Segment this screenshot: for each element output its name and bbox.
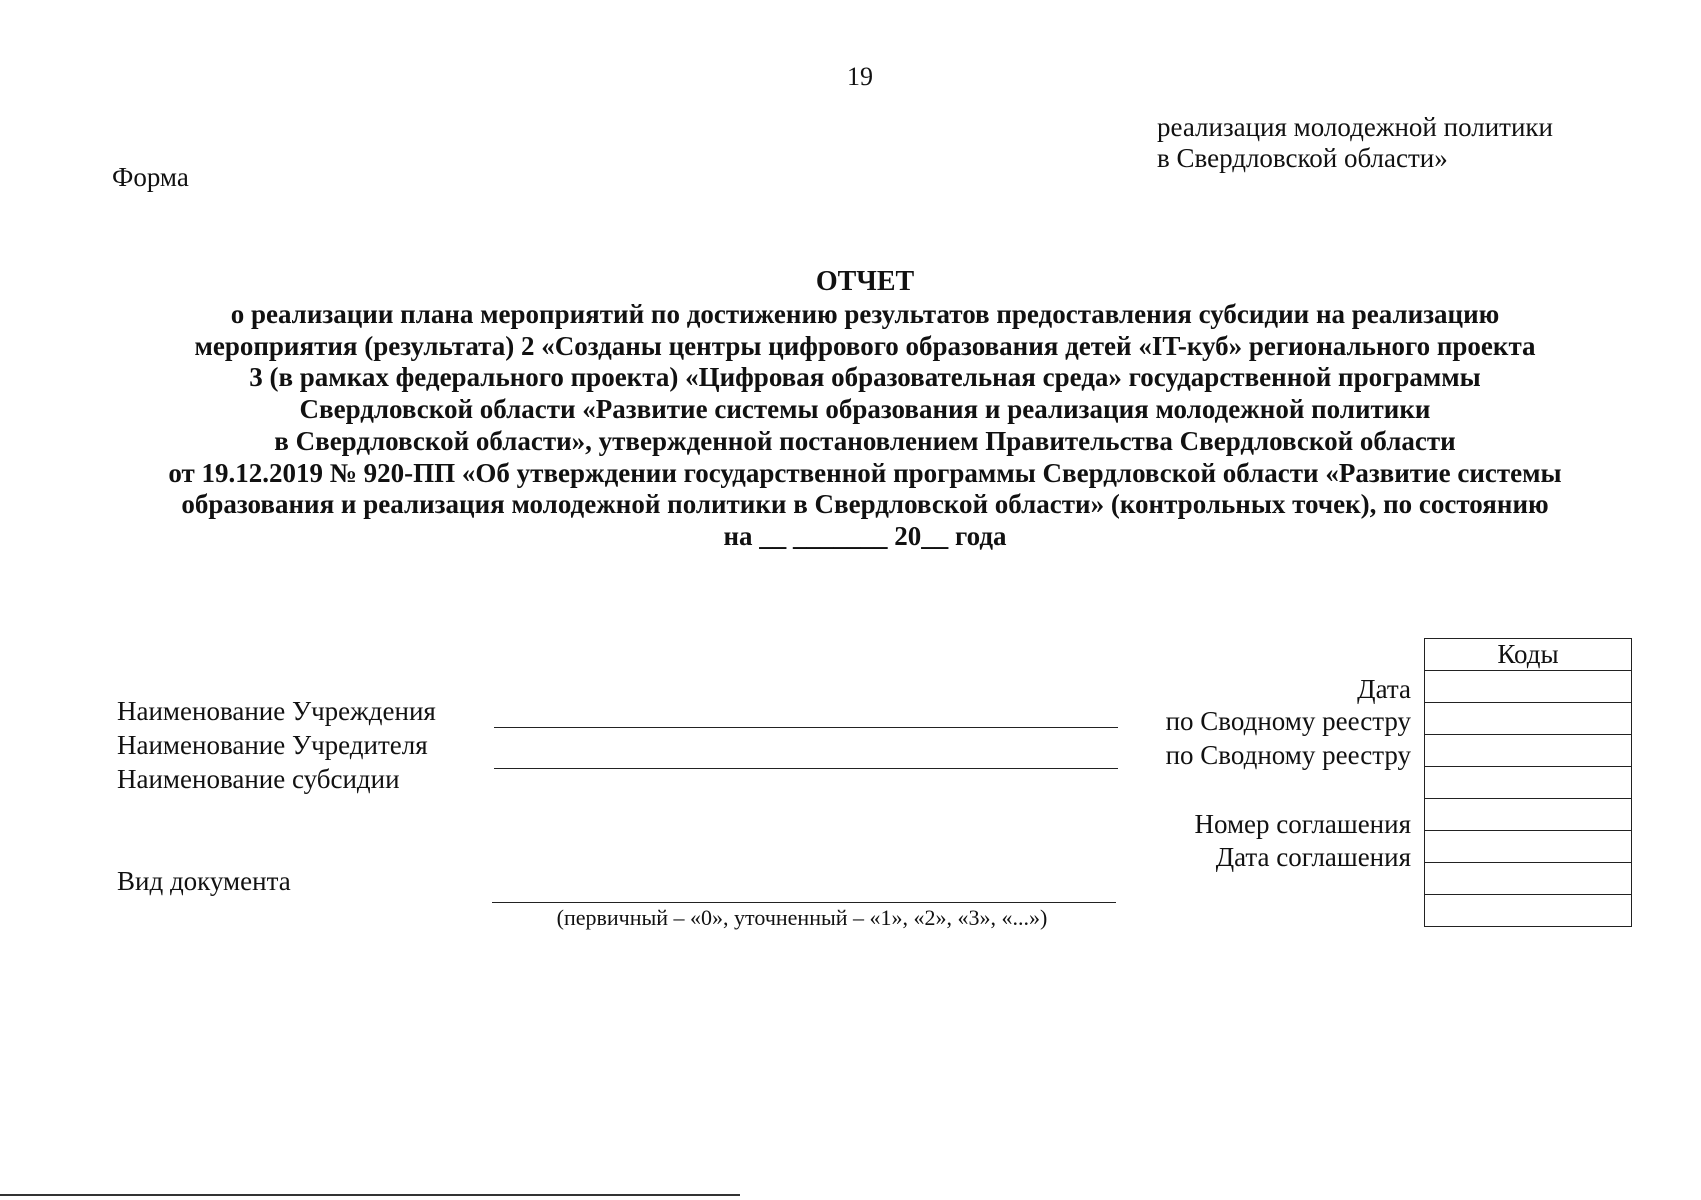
registry-code-label-2: по Сводному реестру	[1165, 740, 1411, 770]
document-type-input-line[interactable]	[492, 902, 1116, 903]
page-number: 19	[847, 62, 873, 91]
codes-table	[1424, 638, 1632, 927]
subsidy-label: Наименование субсидии	[117, 764, 400, 794]
report-heading	[100, 265, 1630, 553]
report-subtitle-line: от 19.12.2019 № 920-ПП «Об утверждении государственной программы Свердловской области «Развитие системы	[168, 457, 1562, 488]
document-type-label: Вид документа	[117, 866, 291, 896]
header-right-caption	[1157, 112, 1553, 174]
code-cell-blank[interactable]	[1425, 863, 1632, 895]
registry-code-cell-1[interactable]	[1425, 703, 1632, 735]
institution-input-line[interactable]	[494, 727, 1118, 728]
agreement-number-cell[interactable]	[1425, 799, 1632, 831]
report-subtitle-line: мероприятия (результата) 2 «Созданы центры цифрового образования детей «IT-куб» регионального проекта	[194, 330, 1536, 361]
founder-input-line[interactable]	[494, 768, 1118, 769]
form-label: Форма	[112, 162, 189, 192]
report-subtitle-line: в Свердловской области», утвержденной постановлением Правительства Свердловской области	[274, 425, 1456, 456]
report-subtitle-line: Свердловской области «Развитие системы образования и реализация молодежной политики	[299, 394, 1431, 425]
founder-label: Наименование Учредителя	[117, 730, 428, 760]
report-subtitle-line: о реализации плана мероприятий по достижению результатов предоставления субсидии на реализацию	[230, 299, 1500, 329]
document-type-hint: (первичный – «0», уточненный – «1», «2», «3», «...»)	[556, 905, 1048, 930]
registry-code-cell-2[interactable]	[1425, 735, 1632, 767]
code-cell-blank[interactable]	[1425, 895, 1632, 927]
date-code-label: Дата	[1357, 674, 1411, 704]
report-subtitle-line: 3 (в рамках федерального проекта) «Цифровая образовательная среда» государственной программы	[249, 362, 1481, 393]
report-title: ОТЧЕТ	[815, 266, 915, 297]
bottom-scan-edge	[0, 1194, 740, 1196]
agreement-date-label: Дата соглашения	[1215, 842, 1411, 872]
date-code-cell[interactable]	[1425, 671, 1632, 703]
agreement-number-label: Номер соглашения	[1194, 809, 1411, 839]
report-date-line: на __ _______ 20__ года	[723, 520, 1007, 551]
header-right-line-2: в Свердловской области»	[1157, 143, 1448, 173]
agreement-date-cell[interactable]	[1425, 831, 1632, 863]
header-right-line-1: реализация молодежной политики	[1157, 112, 1553, 142]
codes-header: Коды	[1425, 639, 1632, 671]
institution-label: Наименование Учреждения	[117, 696, 436, 726]
registry-code-label-1: по Сводному реестру	[1165, 706, 1411, 736]
code-cell-blank[interactable]	[1425, 767, 1632, 799]
report-subtitle-line: образования и реализация молодежной политики в Свердловской области» (контрольных точек), по состоянию	[181, 489, 1549, 520]
